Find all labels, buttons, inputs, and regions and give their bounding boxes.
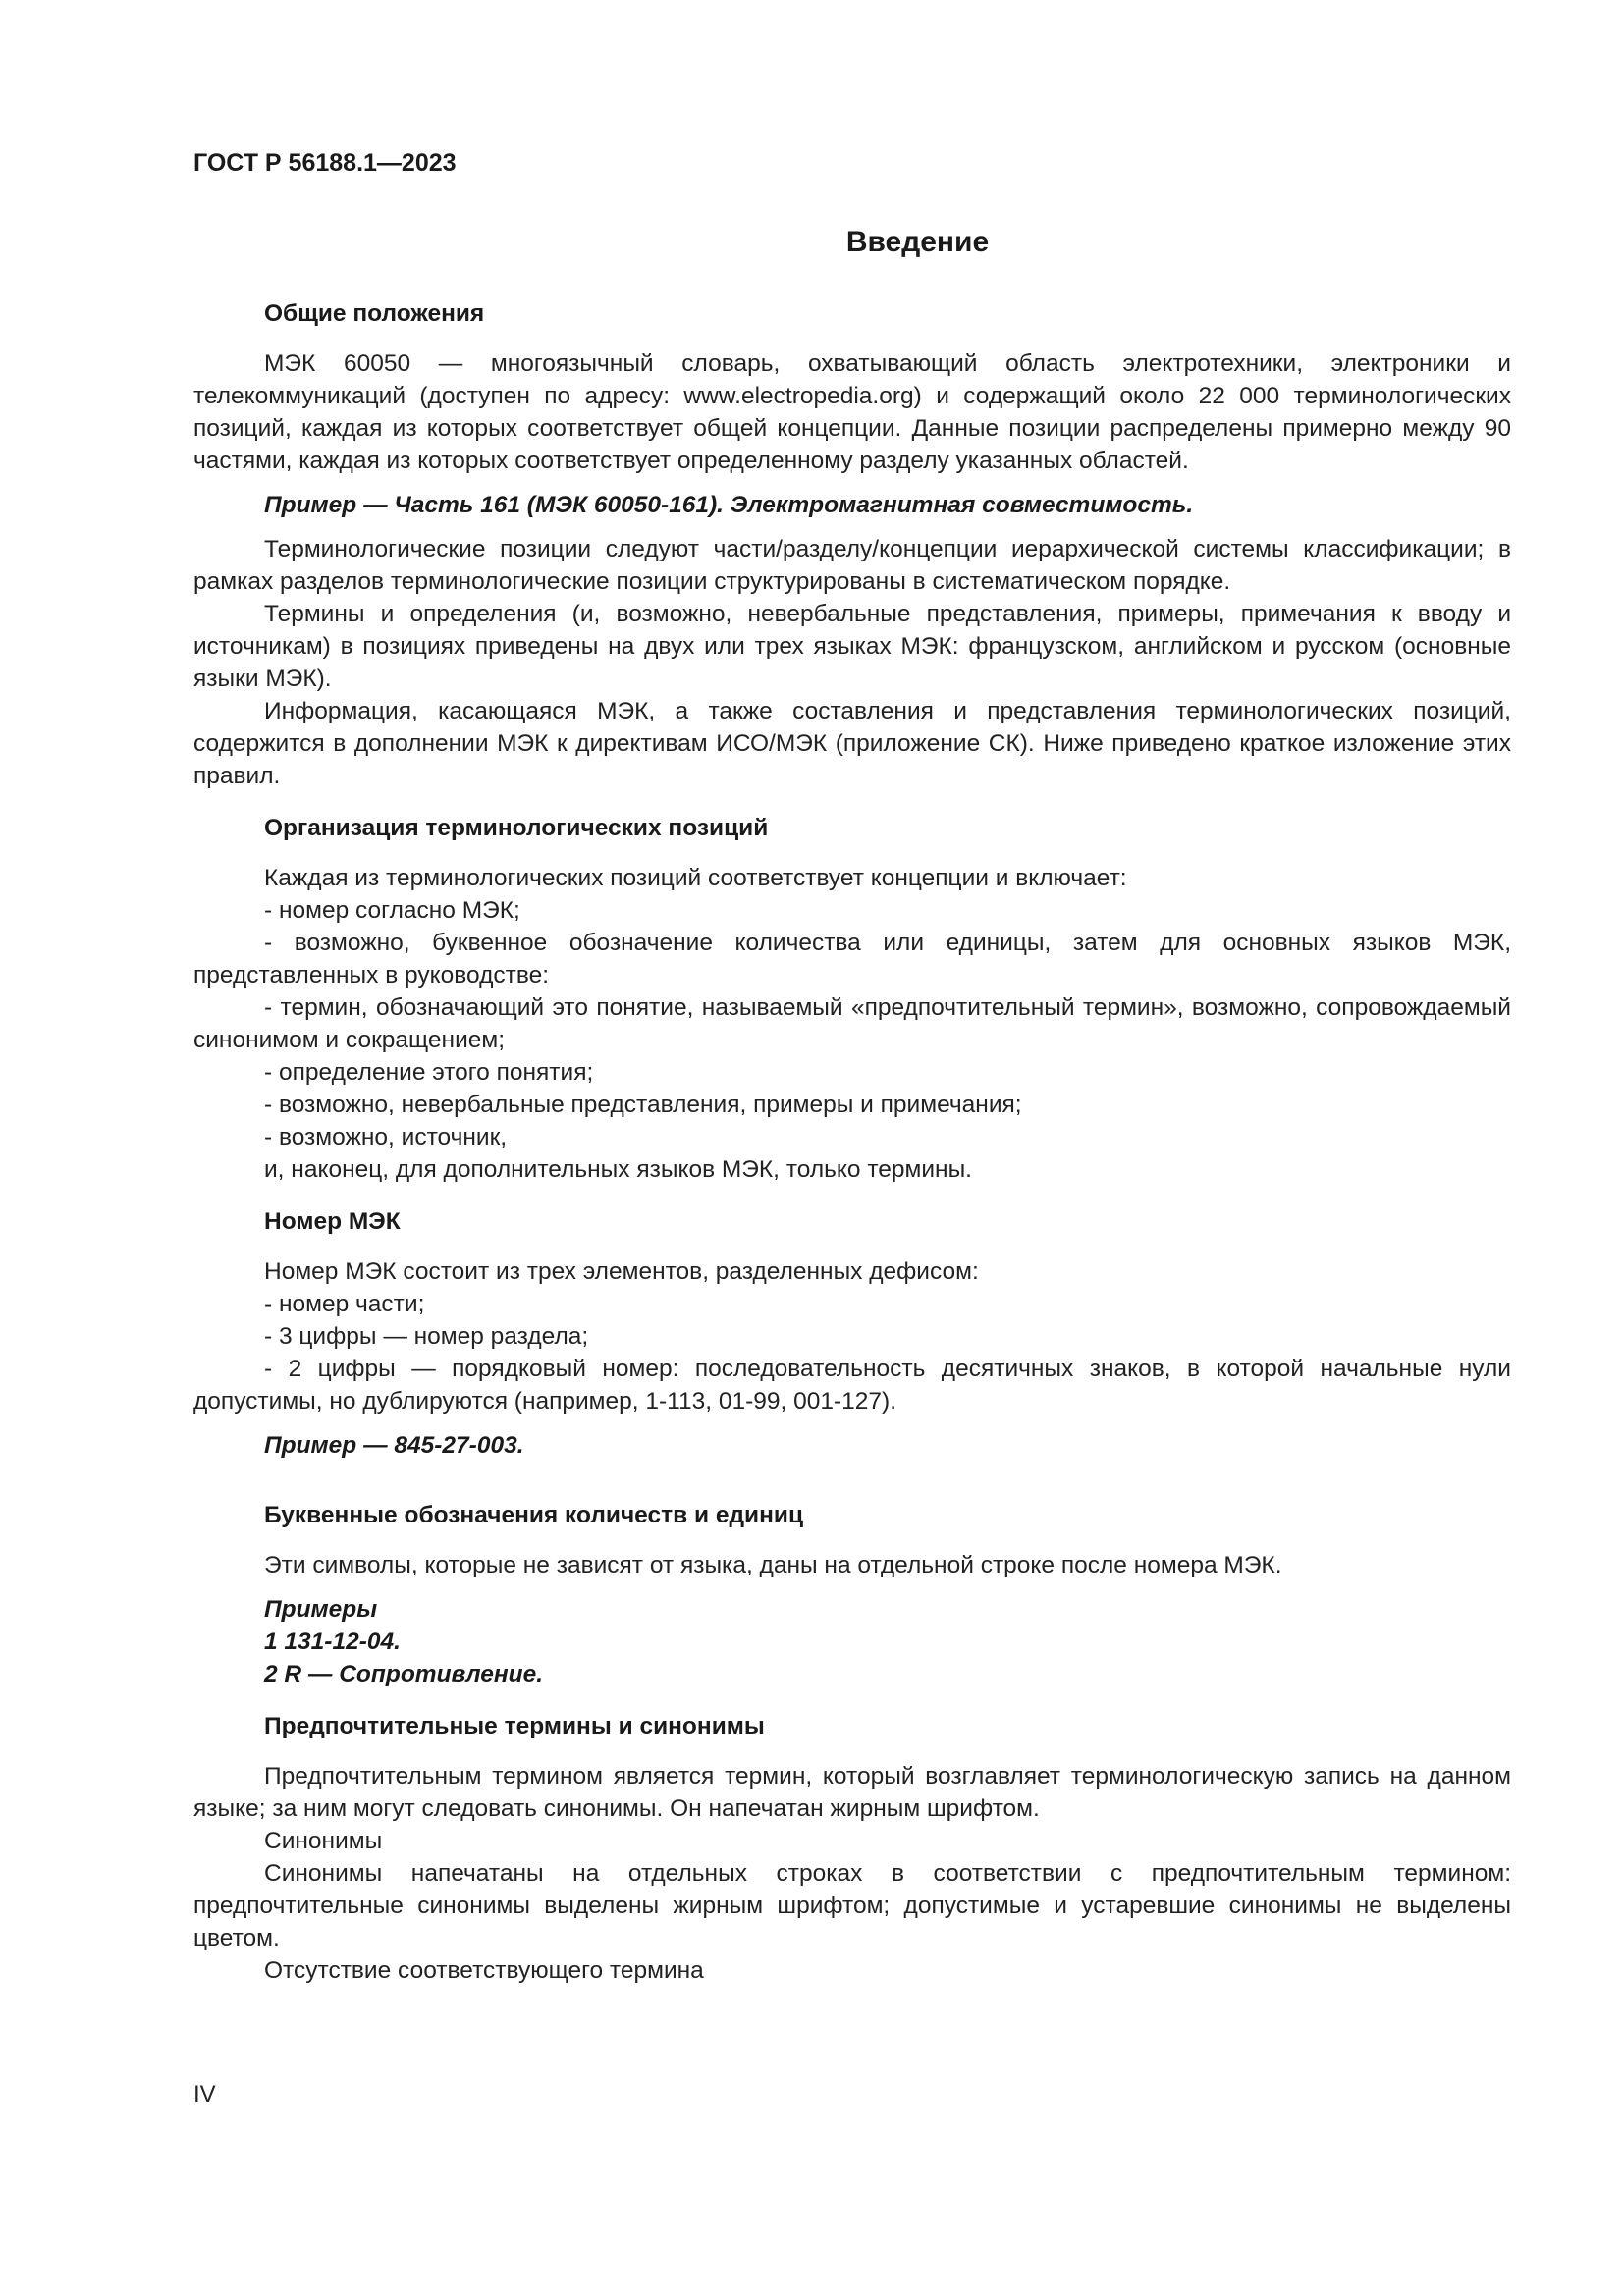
document-body	[193, 297, 1511, 1987]
symbols-example-item: 1 131-12-04.	[264, 1629, 401, 1655]
preferred-paragraph-4: Отсутствие соответствующего термина	[264, 1957, 704, 1984]
list-item: - 2 цифры — порядковый номер: последовательность десятичных знаков, в которой начальные нули допустимы, но дублируются (например, 1-113, 01-99, 001-127).	[193, 1356, 1511, 1415]
preferred-paragraph-1: Предпочтительным термином является термин, который возглавляет терминологическую запись на данном языке; за ним могут следовать синонимы. Он напечатан жирным шрифтом.	[193, 1763, 1511, 1822]
heading-preferred-terms: Предпочтительные термины и синонимы	[264, 1713, 765, 1739]
heading-organization: Организация терминологических позиций	[264, 815, 769, 841]
list-item: - термин, обозначающий это понятие, называемый «предпочтительный термин», возможно, сопровождаемый синонимом и сокращением;	[193, 994, 1511, 1053]
heading-symbols: Буквенные обозначения количеств и единиц	[264, 1502, 804, 1528]
symbols-paragraph: Эти символы, которые не зависят от языка, даны на отдельной строке после номера МЭК.	[264, 1552, 1282, 1578]
preferred-paragraph-2: Синонимы	[264, 1828, 383, 1854]
general-paragraph-1: МЭК 60050 — многоязычный словарь, охватывающий область электротехники, электроники и телекоммуникаций (доступен по адресу: www.electropedia.org) и содержащий около 22 000 терминологических позиций, каждая из которых соответствует общей концепции. Данные позиции распределены примерно между 90 частями, каждая из которых соответствует определенному разделу указанных областей.	[193, 350, 1511, 474]
list-item: - возможно, буквенное обозначение количества или единицы, затем для основных языков МЭК, представленных в руководстве:	[193, 930, 1511, 988]
general-paragraph-3: Термины и определения (и, возможно, невербальные представления, примеры, примечания к вводу и источникам) в позициях приведены на двух или трех языках МЭК: французском, английском и русском (основные языки МЭК).	[193, 601, 1511, 692]
list-item: - 3 цифры — номер раздела;	[264, 1323, 589, 1350]
general-paragraph-2: Терминологические позиции следуют части/разделу/концепции иерархической системы классификации; в рамках разделов терминологические позиции структурированы в систематическом порядке.	[193, 536, 1511, 595]
heading-general: Общие положения	[264, 300, 485, 327]
list-item: - возможно, невербальные представления, примеры и примечания;	[264, 1092, 1022, 1118]
page-number: IV	[193, 2081, 216, 2108]
iec-number-example: Пример — 845-27-003.	[264, 1432, 524, 1459]
symbols-examples-label: Примеры	[264, 1596, 378, 1623]
organization-closing: и, наконец, для дополнительных языков МЭК, только термины.	[264, 1156, 972, 1183]
general-example: Пример — Часть 161 (МЭК 60050-161). Электромагнитная совместимость.	[264, 492, 1194, 518]
general-paragraph-4: Информация, касающаяся МЭК, а также составления и представления терминологических позиций, содержится в дополнении МЭК к директивам ИСО/МЭК (приложение СК). Ниже приведено краткое изложение этих правил.	[193, 698, 1511, 789]
list-item: - определение этого понятия;	[264, 1059, 594, 1086]
iec-number-intro: Номер МЭК состоит из трех элементов, разделенных дефисом:	[264, 1258, 979, 1285]
page-title: Введение	[845, 226, 990, 258]
list-item: - номер части;	[264, 1291, 425, 1317]
symbols-example-item: 2 R — Сопротивление.	[264, 1661, 544, 1687]
list-item: - возможно, источник,	[264, 1124, 508, 1150]
list-item: - номер согласно МЭК;	[264, 897, 520, 924]
organization-intro: Каждая из терминологических позиций соответствует концепции и включает:	[264, 865, 1127, 891]
document-code: ГОСТ Р 56188.1—2023	[193, 149, 457, 177]
heading-iec-number: Номер МЭК	[264, 1208, 401, 1235]
preferred-paragraph-3: Синонимы напечатаны на отдельных строках в соответствии с предпочтительным термином: предпочтительные синонимы выделены жирным шрифтом; допустимые и устаревшие синонимы не выделены цветом.	[193, 1860, 1511, 1951]
